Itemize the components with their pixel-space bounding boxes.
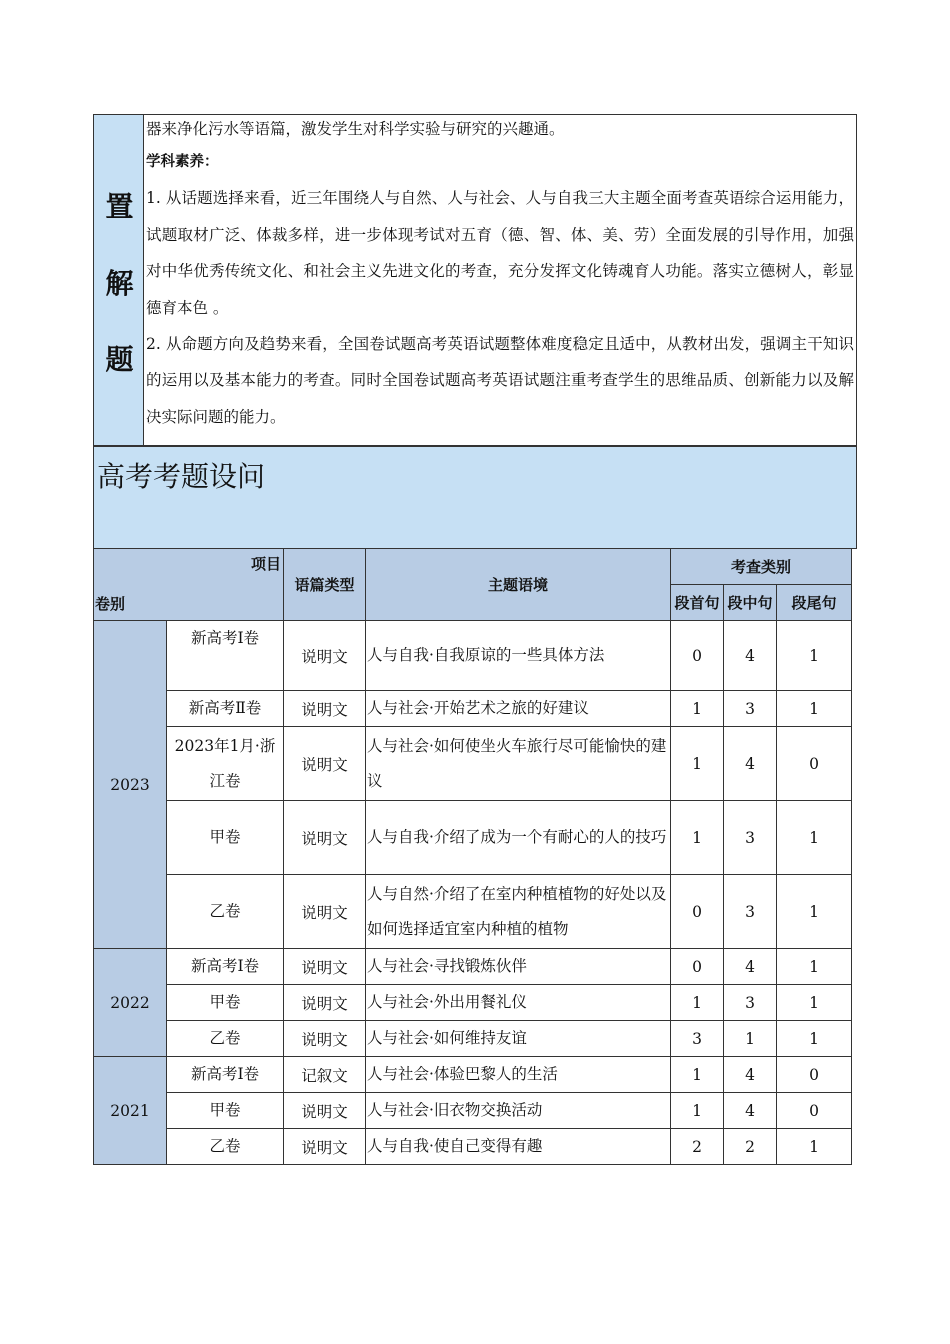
first-count: 1 xyxy=(671,1057,724,1093)
paper-cell: 新高考Ⅱ卷 xyxy=(167,691,284,727)
year-cell: 2022 xyxy=(94,949,167,1057)
paper-cell: 乙卷 xyxy=(167,1021,284,1057)
header-volume: 卷别 xyxy=(95,595,126,613)
first-count: 1 xyxy=(671,1093,724,1129)
mid-count: 4 xyxy=(724,727,777,801)
last-count: 0 xyxy=(777,727,852,801)
side-char-1: 置 xyxy=(105,190,134,223)
mid-count: 3 xyxy=(724,801,777,875)
last-count: 1 xyxy=(777,949,852,985)
table-row xyxy=(94,949,852,985)
section-title: 高考考题设问 xyxy=(97,460,266,493)
header-middle-sentence: 段中句 xyxy=(724,585,777,621)
side-label-column xyxy=(93,114,144,446)
mid-count: 1 xyxy=(724,1021,777,1057)
table-row xyxy=(94,985,852,1021)
last-count: 1 xyxy=(777,691,852,727)
side-char-2: 解 xyxy=(105,267,134,300)
last-count: 1 xyxy=(777,1021,852,1057)
last-count: 1 xyxy=(777,801,852,875)
theme-cell: 人与社会·如何使坐火车旅行尽可能愉快的建议 xyxy=(366,727,671,801)
genre-cell: 说明文 xyxy=(284,1021,366,1057)
genre-cell: 说明文 xyxy=(284,691,366,727)
theme-cell: 人与自然·介绍了在室内种植植物的好处以及如何选择适宜室内种植的植物 xyxy=(366,875,671,949)
paragraph-1: 1. 从话题选择来看，近三年围绕人与自然、人与社会、人与自我三大主题全面考查英语综合运用能力，试题取材广泛、体裁多样，进一步体现考试对五育（德、智、体、美、劳）全面发展的引导作用，加强对中华优秀传统文化、和社会主义先进文化的考查，充分发挥文化铸魂育人功能。落实立德树人，彰显德育本色 。 xyxy=(146,189,854,317)
last-count: 1 xyxy=(777,875,852,949)
header-genre: 语篇类型 xyxy=(284,549,366,621)
header-last-sentence: 段尾句 xyxy=(777,585,852,621)
paper-cell: 2023年1月·浙江卷 xyxy=(167,727,284,801)
paragraph-2: 2. 从命题方向及趋势来看，全国卷试题高考英语试题整体难度稳定且适中，从教材出发，强调主干知识的运用以及基本能力的考查。同时全国卷试题高考英语试题注重考查学生的思维品质、创新能力以及解决实际问题的能力。 xyxy=(146,335,854,426)
mid-count: 4 xyxy=(724,1093,777,1129)
theme-cell: 人与自我·自我原谅的一些具体方法 xyxy=(366,621,671,691)
exam-table xyxy=(93,548,852,1165)
theme-cell: 人与社会·外出用餐礼仪 xyxy=(366,985,671,1021)
header-theme: 主题语境 xyxy=(366,549,671,621)
theme-cell: 人与社会·旧衣物交换活动 xyxy=(366,1093,671,1129)
theme-cell: 人与自我·介绍了成为一个有耐心的人的技巧 xyxy=(366,801,671,875)
paper-cell: 乙卷 xyxy=(167,1129,284,1165)
theme-cell: 人与社会·如何维持友谊 xyxy=(366,1021,671,1057)
header-first-sentence: 段首句 xyxy=(671,585,724,621)
year-cell: 2021 xyxy=(94,1057,167,1165)
first-count: 1 xyxy=(671,985,724,1021)
table-row xyxy=(94,1129,852,1165)
table-row xyxy=(94,1057,852,1093)
last-count: 1 xyxy=(777,985,852,1021)
first-count: 0 xyxy=(671,621,724,691)
genre-cell: 记叙文 xyxy=(284,1057,366,1093)
first-count: 1 xyxy=(671,691,724,727)
last-count: 1 xyxy=(777,621,852,691)
header-item-volume xyxy=(94,549,284,621)
genre-cell: 说明文 xyxy=(284,875,366,949)
first-count: 0 xyxy=(671,949,724,985)
table-row xyxy=(94,691,852,727)
first-count: 2 xyxy=(671,1129,724,1165)
genre-cell: 说明文 xyxy=(284,1129,366,1165)
theme-cell: 人与社会·体验巴黎人的生活 xyxy=(366,1057,671,1093)
body-first-line: 器来净化污水等语篇，激发学生对科学实验与研究的兴趣通。 xyxy=(146,120,565,138)
table-row xyxy=(94,621,852,691)
genre-cell: 说明文 xyxy=(284,985,366,1021)
first-count: 3 xyxy=(671,1021,724,1057)
side-char-3: 题 xyxy=(105,343,134,376)
literacy-heading: 学科素养： xyxy=(146,154,219,170)
mid-count: 4 xyxy=(724,621,777,691)
theme-cell: 人与自我·使自己变得有趣 xyxy=(366,1129,671,1165)
table-row xyxy=(94,1021,852,1057)
header-category: 考查类别 xyxy=(671,549,852,585)
paper-cell: 甲卷 xyxy=(167,985,284,1021)
body-text xyxy=(146,114,854,435)
mid-count: 2 xyxy=(724,1129,777,1165)
mid-count: 3 xyxy=(724,691,777,727)
first-count: 1 xyxy=(671,801,724,875)
mid-count: 4 xyxy=(724,949,777,985)
mid-count: 3 xyxy=(724,875,777,949)
paper-cell: 新高考Ⅰ卷 xyxy=(167,1057,284,1093)
last-count: 1 xyxy=(777,1129,852,1165)
paper-cell: 甲卷 xyxy=(167,1093,284,1129)
paper-cell: 新高考Ⅰ卷 xyxy=(167,621,284,691)
genre-cell: 说明文 xyxy=(284,727,366,801)
mid-count: 3 xyxy=(724,985,777,1021)
paper-cell: 乙卷 xyxy=(167,875,284,949)
theme-cell: 人与社会·开始艺术之旅的好建议 xyxy=(366,691,671,727)
genre-cell: 说明文 xyxy=(284,621,366,691)
theme-cell: 人与社会·寻找锻炼伙伴 xyxy=(366,949,671,985)
section-header xyxy=(93,446,857,549)
last-count: 0 xyxy=(777,1093,852,1129)
paper-cell: 新高考Ⅰ卷 xyxy=(167,949,284,985)
year-cell: 2023 xyxy=(94,621,167,949)
first-count: 0 xyxy=(671,875,724,949)
table-row xyxy=(94,1093,852,1129)
table-row xyxy=(94,727,852,801)
paper-cell: 甲卷 xyxy=(167,801,284,875)
mid-count: 4 xyxy=(724,1057,777,1093)
genre-cell: 说明文 xyxy=(284,949,366,985)
table-row xyxy=(94,801,852,875)
genre-cell: 说明文 xyxy=(284,801,366,875)
genre-cell: 说明文 xyxy=(284,1093,366,1129)
header-item: 项目 xyxy=(250,555,281,573)
first-count: 1 xyxy=(671,727,724,801)
table-row xyxy=(94,875,852,949)
last-count: 0 xyxy=(777,1057,852,1093)
